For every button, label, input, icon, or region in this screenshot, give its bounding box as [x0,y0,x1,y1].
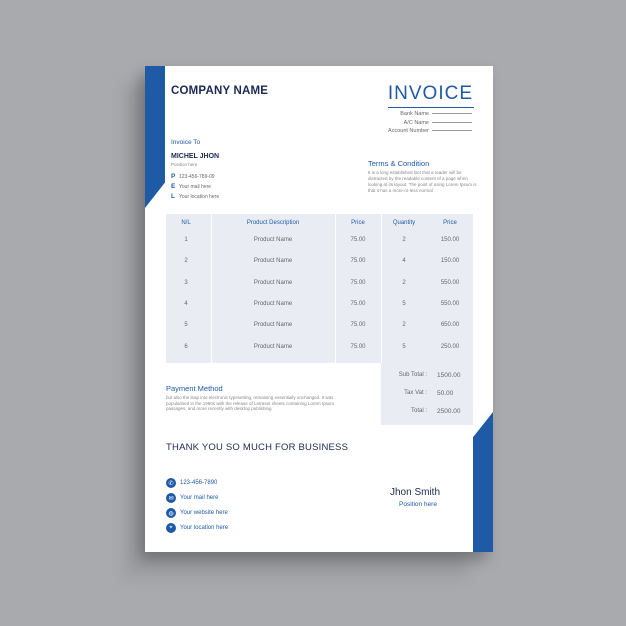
subtotal-label: Sub Total : [398,372,427,378]
subtotal-value: 1500.00 [437,372,461,379]
bank-details [388,110,472,136]
table-cell: Product Name [253,322,293,329]
table-cell: 2 [402,279,406,286]
table-cell: 75.00 [350,258,366,265]
table-cell: 5 [402,300,406,307]
client-location: L Your location here [171,193,220,200]
payment-method-text: but also the leap into electronic typesetting, remaining essentially unchanged. It was popularised in the 1960s with the release of Letraset sheets containing Lorem Ipsum passages, and more recently with desktop publishing [166,395,335,411]
mail-icon: ✉ [166,493,176,503]
items-table [166,214,473,363]
table-cell: 550.00 [440,300,460,307]
table-cell: 75.00 [350,300,366,307]
table-cell: 3 [184,279,188,286]
table-header-cell: Quantity [392,220,416,226]
footer-phone: ✆ 123-456-7890 [166,478,217,488]
table-cell: 4 [402,258,406,265]
invoice-title: INVOICE [387,83,473,104]
tax-value: 50.00 [437,390,454,397]
client-phone: P 123-456-789-09 [171,173,215,180]
table-cell: 150.00 [440,258,460,265]
table-cell: 6 [184,343,188,350]
footer-email: ✉ Your mail here [166,493,218,503]
table-cell: 650.00 [440,322,460,329]
table-header-cell: Price [351,220,365,226]
footer-website: ◍ Your website here [166,508,228,518]
client-name: MICHEL JHON [171,153,220,160]
table-cell: 75.00 [350,279,366,286]
table-cell: 1 [184,237,188,243]
table-cell: Product Name [253,343,293,350]
table-cell: 550.00 [440,279,460,286]
table-cell: 150.00 [440,237,460,243]
table-cell: Product Name [253,300,293,307]
account-number-label: Account Number [388,128,429,134]
invoice-to-label: Invoice To [171,139,201,146]
table-header-cell: Price [443,220,457,226]
table-cell: 2 [402,237,406,243]
table-cell: Product Name [253,237,293,243]
table-cell: 75.00 [350,343,366,350]
total-value: 2500.00 [437,408,461,415]
top-left-accent-band [145,66,165,208]
signature-name: Jhon Smith [390,487,441,498]
table-cell: 4 [184,300,188,307]
signature-position: Position here [399,501,437,508]
totals-box [381,363,473,425]
table-cell: 75.00 [350,237,366,243]
client-position: Position here [171,162,198,167]
payment-method-title: Payment Method [166,384,223,393]
bottom-right-accent-band [473,412,493,552]
table-cell: 5 [184,322,188,329]
table-header-cell: N/L [181,220,191,226]
table-cell: Product Name [253,279,293,286]
title-divider [388,107,474,108]
table-cell: 2 [184,258,188,265]
tax-label: Tax Vat : [404,390,427,396]
table-cell: 250.00 [440,343,460,350]
client-email: E Your mail here [171,183,212,190]
total-label: Total : [410,408,427,414]
terms-title: Terms & Condition [368,159,430,168]
table-cell: Product Name [253,258,293,265]
table-cell: 5 [402,343,406,350]
terms-text: It is a long established fact that a reader will be distracted by the readable content of a page when looking at its layout. The point of using Lorem Ipsum is that it has a more-or-less normal [368,170,477,193]
table-header-cell: Product Description [246,220,300,226]
table-cell: 75.00 [350,322,366,329]
invoice-page [145,66,493,552]
globe-icon: ◍ [166,508,176,518]
thank-you-message: THANK YOU SO MUCH FOR BUSINESS [166,442,349,453]
table-cell: 2 [402,322,406,329]
bank-name-label: Bank Name [400,111,429,117]
ac-name-label: A/C Name [403,119,429,126]
location-icon: ⌖ [166,523,176,533]
phone-icon: ✆ [166,478,176,488]
footer-location: ⌖ Your location here [166,523,228,533]
company-name: COMPANY NAME [171,85,269,97]
